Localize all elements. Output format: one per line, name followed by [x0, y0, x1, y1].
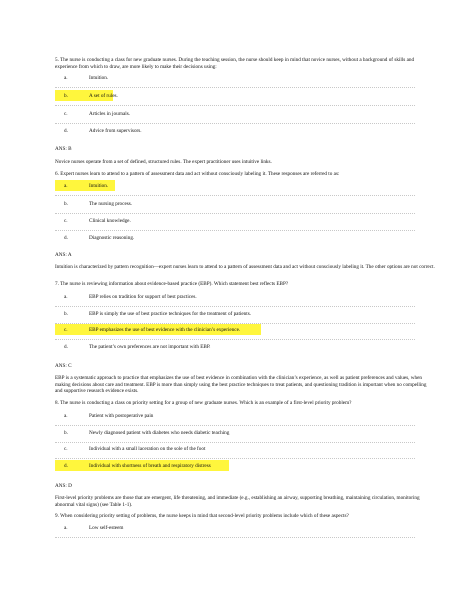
- option-text: The patient’s own preferences are not important with EBP.: [89, 344, 211, 350]
- question-8-text: 8. The nurse is conducting a class on priority setting for a group of new graduate nurses. Which is an example of a first-level priority problem?: [55, 400, 352, 406]
- option-letter: b.: [64, 311, 68, 317]
- q5-option-c: [55, 107, 415, 124]
- option-text: A set of rules.: [89, 93, 118, 99]
- option-letter: c.: [64, 327, 68, 333]
- divider: [55, 195, 415, 196]
- q7-rationale: EBP is a systematic approach to practice that emphasizes the use of best evidence in combination with the clinician’s experience, as well as patient preferences and values, when making decisions about care and treatment. EBP is more than simply using the best practice techniques to treat patients, and questioning tradition is important when no compelling and supportive research evidence exists.: [55, 375, 427, 395]
- q6-option-b: [55, 197, 415, 214]
- divider: [55, 87, 415, 88]
- option-letter: a.: [64, 183, 68, 189]
- q7-option-b: [55, 307, 415, 324]
- q8-answer: ANS: D: [55, 483, 72, 489]
- option-text: Newly diagnosed patient with diabetes who needs diabetic teaching: [89, 430, 230, 436]
- q6-option-d: [55, 231, 415, 248]
- option-letter: d.: [64, 235, 68, 241]
- option-letter: c.: [64, 446, 68, 452]
- option-text: Diagnostic reasoning.: [89, 235, 135, 241]
- option-text: Low self-esteem: [89, 525, 124, 531]
- option-letter: d.: [64, 463, 68, 469]
- option-letter: a.: [64, 413, 68, 419]
- option-letter: d.: [64, 344, 68, 350]
- q6-option-a: [55, 179, 415, 196]
- option-text: Intuition.: [89, 75, 109, 81]
- q6-answer: ANS: A: [55, 252, 72, 258]
- question-5-text: 5. The nurse is conducting a class for new graduate nurses. During the teaching session, the nurse should keep in mind that novice nurses, without a background of skills and experience from which to draw, are more likely to make their decisions using:: [55, 57, 415, 70]
- divider: [55, 105, 415, 106]
- option-letter: a.: [64, 75, 68, 81]
- q7-option-d: [55, 340, 415, 357]
- option-text: Individual with shortness of breath and respiratory distress: [89, 463, 211, 469]
- option-letter: a.: [64, 294, 68, 300]
- q8-option-c: [55, 442, 415, 459]
- q8-option-a: [55, 409, 415, 426]
- option-letter: c.: [64, 111, 68, 117]
- divider: [55, 537, 415, 538]
- q8-option-d: [55, 459, 415, 476]
- option-letter: b.: [64, 201, 68, 207]
- option-text: Articles in journals.: [89, 111, 131, 117]
- q5-answer: ANS: B: [55, 146, 72, 152]
- q5-option-b: [55, 89, 415, 106]
- option-text: Patient with postoperative pain: [89, 413, 154, 419]
- q7-answer: ANS: C: [55, 363, 72, 369]
- option-text: The nursing process.: [89, 201, 133, 207]
- option-letter: d.: [64, 128, 68, 134]
- option-text: EBP is simply the use of best practice techniques for the treatment of patients.: [89, 311, 252, 317]
- q5-option-a: [55, 71, 415, 88]
- option-letter: b.: [64, 93, 68, 99]
- option-letter: c.: [64, 218, 68, 224]
- question-9-text: 9. When considering priority setting of problems, the nurse keeps in mind that second-level priority problems include which of these aspects?: [55, 513, 349, 519]
- q9-option-a: [55, 521, 415, 538]
- option-letter: a.: [64, 525, 68, 531]
- q6-rationale: Intuition is characterized by pattern recognition—expert nurses learn to attend to a pattern of assessment data and act without consciously labeling it. The other options are not correct.: [55, 264, 435, 270]
- q5-option-d: [55, 124, 415, 141]
- option-text: Individual with a small laceration on the sole of the foot: [89, 446, 206, 452]
- option-letter: b.: [64, 430, 68, 436]
- q8-option-b: [55, 426, 415, 443]
- option-text: Clinical knowledge.: [89, 218, 131, 224]
- option-text: Advice from supervisors.: [89, 128, 142, 134]
- q8-rationale: First-level priority problems are those that are emergent, life threatening, and immediate (e.g., establishing an airway, supporting breathing, maintaining circulation, monitoring abnormal vital signs) (see Table 1-1).: [55, 495, 420, 508]
- option-text: Intuition.: [89, 183, 109, 189]
- q6-option-c: [55, 214, 415, 231]
- question-6-text: 6. Expert nurses learn to attend to a pattern of assessment data and act without consciously labeling it. These responses are referred to as:: [55, 171, 340, 177]
- option-text: EBP relies on tradition for support of best practices.: [89, 294, 197, 300]
- option-text: EBP emphasizes the use of best evidence with the clinician’s experience.: [89, 327, 241, 333]
- q5-rationale: Novice nurses operate from a set of defined, structured rules. The expert practitioner uses intuitive links.: [55, 159, 272, 165]
- q7-option-c: [55, 323, 415, 340]
- question-7-text: 7. The nurse is reviewing information about evidence-based practice (EBP). Which statement best reflects EBP?: [55, 281, 289, 287]
- q7-option-a: [55, 290, 415, 307]
